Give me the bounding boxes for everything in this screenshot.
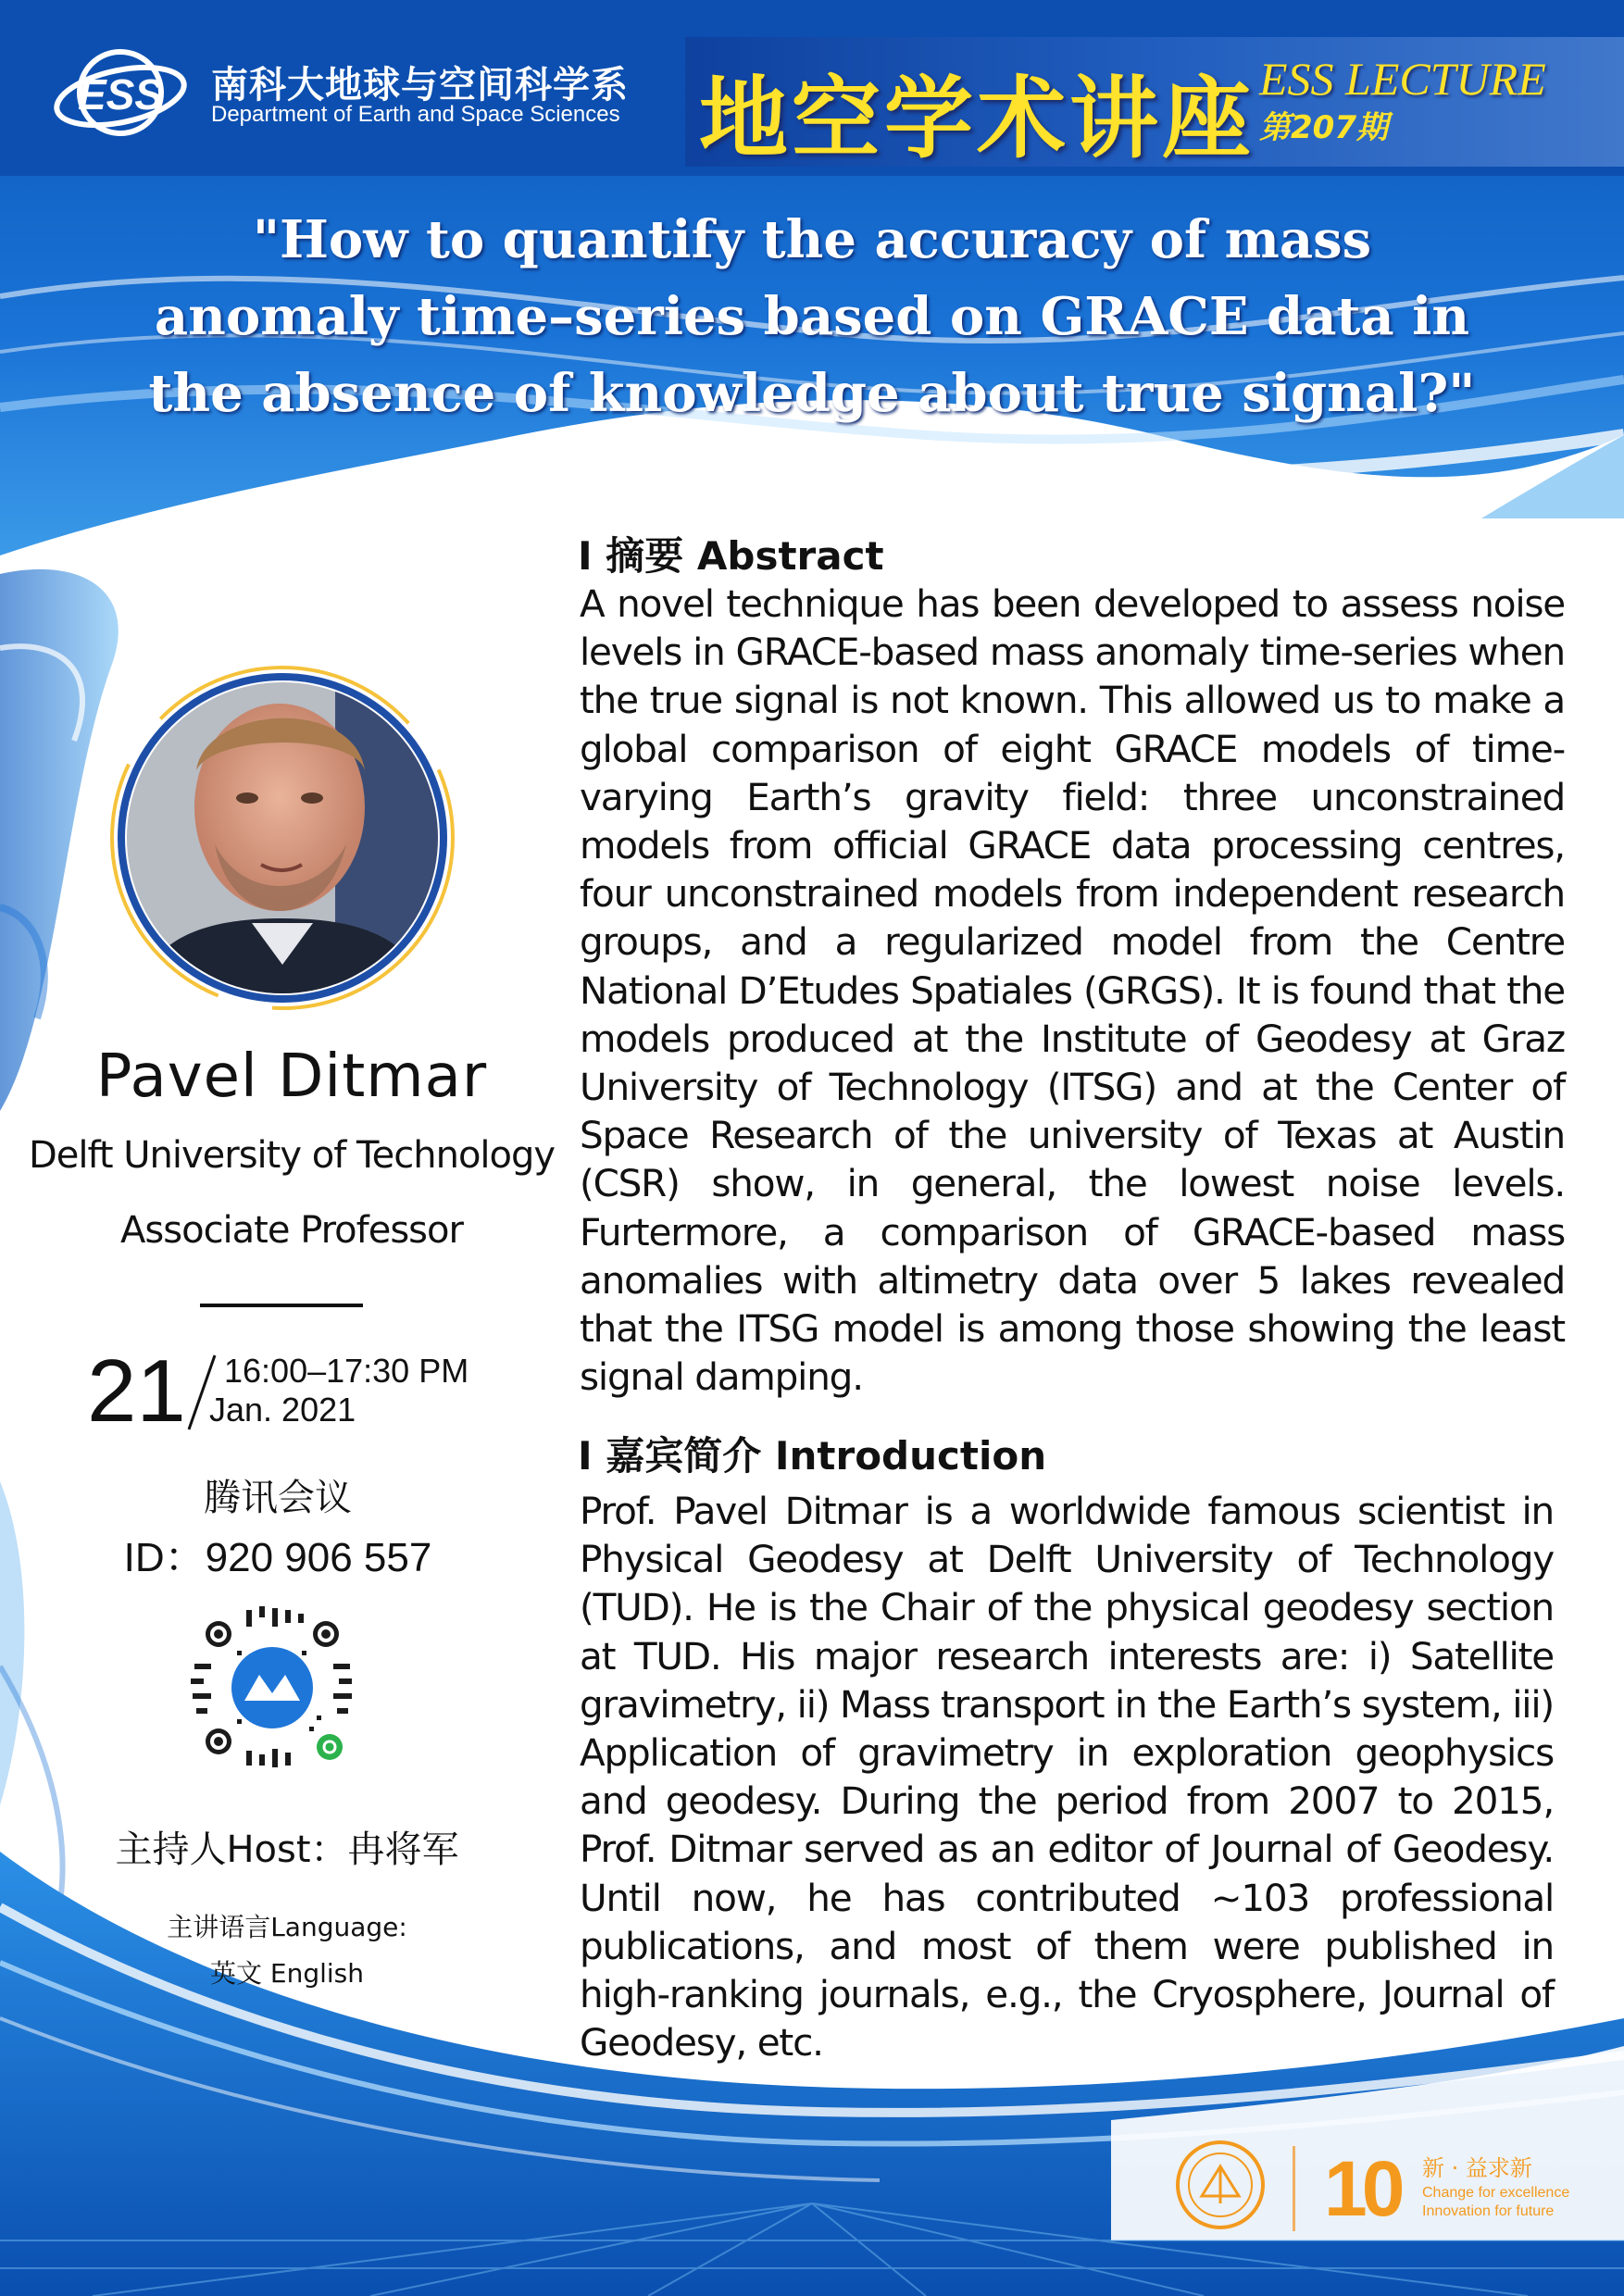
lecture-series-title-cn: 地空学术讲座 <box>699 66 1255 170</box>
meeting-id: ID：920 906 557 <box>123 1535 432 1580</box>
abstract-heading: I 摘要 Abstract <box>578 533 884 579</box>
lecture-series-title-en: ESS LECTURE <box>1259 53 1546 105</box>
talk-title-line: the absence of knowledge about true signal?" <box>148 363 1476 424</box>
introduction-text: Prof. Pavel Ditmar is a worldwide famous scientist in Physical Geodesy at Delft University of Technology (TUD). He is the Chair of the physical geodesy section at TUD. His major research interests are: i) Satellite gravimetry, ii) Mass transport in the Earth’s system, iii) Application of gravimetry in exploration geophysics and geodesy. During the period from 2007 to 2015, Prof. Ditmar served as an editor of Journal of Geodesy. Until now, he has contributed ~103 professional publications, and most of them were published in high-ranking journals, e.g., the Cryosphere, Journal of Geodesy, etc. <box>580 1489 1554 2065</box>
speaker-position: Associate Professor <box>120 1209 463 1252</box>
anniversary-number: 10 <box>1324 2145 1400 2232</box>
department-name-cn: 南科大地球与空间科学系 <box>211 64 629 106</box>
abstract-text: A novel technique has been developed to assess noise levels in GRACE-based mass anomaly time-series when the true signal is not known. This allowed us to make a global comparison of eight GRACE models of time-varying Earth’s gravity field: three unconstrained models from official GRACE data processing centres, four unconstrained models from independent research groups, and a regularized model from the Centre National D’Etudes Spatiales (GRGS). It is found that the models produced at the Institute of Geodesy at Graz University of Technology (ITSG) and at the Center of Space Research of the university of Texas at Austin (CSR) show, in general, the lowest noise levels. Furtermore, a comparison of GRACE-based mass anomalies with altimetry data over 5 lakes revealed that the ITSG model is among those showing the least signal damping. <box>580 581 1565 1400</box>
department-name-en: Department of Earth and Space Sciences <box>211 102 620 127</box>
language-value: 英文 English <box>209 1958 364 1989</box>
mini-program-qr-code[interactable] <box>181 1597 363 1778</box>
event-month-year: Jan. 2021 <box>209 1391 356 1429</box>
speaker-affiliation: Delft University of Technology <box>28 1134 556 1177</box>
speaker-photo <box>104 659 461 1017</box>
introduction-heading: I 嘉宾简介 Introduction <box>578 1433 1047 1479</box>
speaker-name: Pavel Ditmar <box>95 1042 488 1111</box>
anniversary-motto: 新 · 益求新 <box>1422 2155 1532 2181</box>
lecture-issue-number: 第207期 <box>1259 109 1388 146</box>
anniversary-motto-en-1: Change for excellence <box>1422 2185 1570 2201</box>
footer-divider <box>1293 2146 1295 2231</box>
talk-title <box>56 202 1568 432</box>
host-info: 主持人Host：冉将军 <box>115 1828 459 1871</box>
ess-logo-icon <box>48 44 196 146</box>
meeting-platform: 腾讯会议 <box>204 1477 352 1519</box>
svg-text:ESS: ESS <box>77 70 164 119</box>
university-seal-icon <box>1174 2139 1267 2231</box>
talk-title-line: "How to quantify the accuracy of mass <box>252 209 1372 270</box>
talk-title-line: anomaly time–series based on GRACE data in <box>154 286 1470 347</box>
language-label: 主讲语言Language: <box>167 1912 407 1942</box>
anniversary-motto-en-2: Innovation for future <box>1422 2203 1555 2219</box>
event-day: 21 <box>87 1341 186 1441</box>
divider-line <box>200 1304 363 1307</box>
event-time: 16:00–17:30 PM <box>224 1352 469 1390</box>
